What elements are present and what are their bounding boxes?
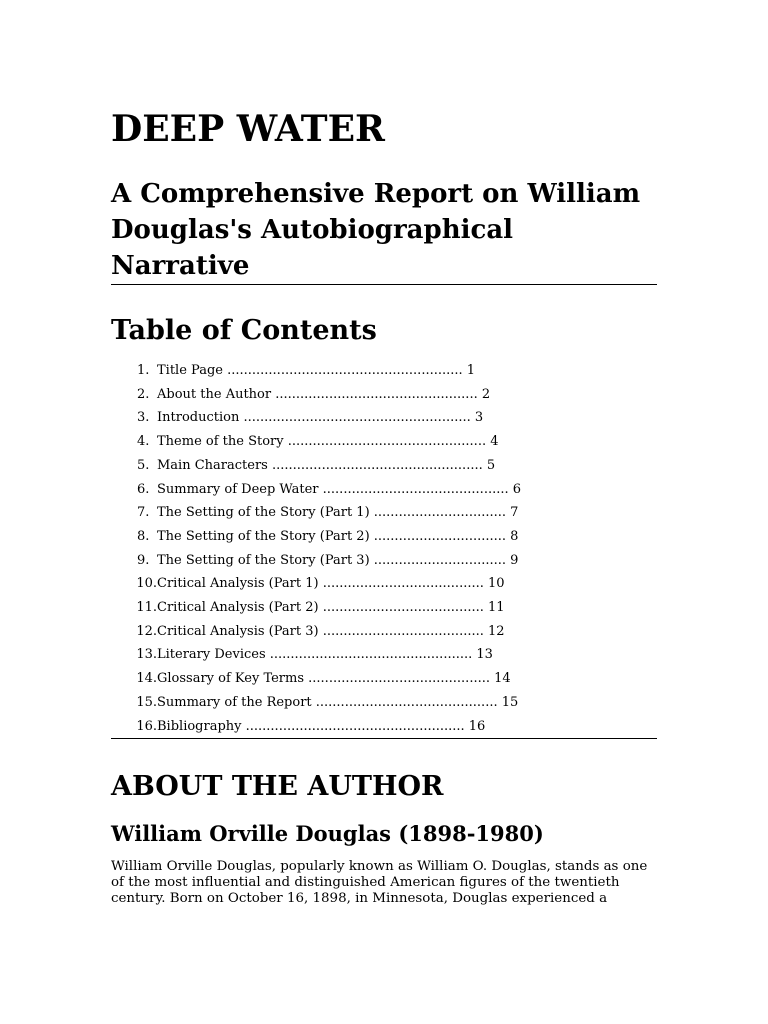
- toc-item-text: Summary of Deep Water ............................................. 6: [157, 481, 522, 497]
- author-heading: William Orville Douglas (1898-1980): [111, 821, 544, 847]
- toc-item-number: 6.: [137, 481, 150, 497]
- author-paragraph: William Orville Douglas, popularly known as William O. Douglas, stands as one of the most influential and distinguished American figures of the twentieth century. Born on October 16, 1898, in Minnesota, Douglas experienced a: [111, 859, 648, 907]
- toc-item-text: Critical Analysis (Part 1) ....................................... 10: [157, 576, 505, 592]
- toc-item-text: Introduction ....................................................... 3: [157, 410, 484, 426]
- document-subtitle: A Comprehensive Report on William Douglas's Autobiographical Narrative: [111, 179, 641, 281]
- toc-item-number: 10.: [136, 576, 157, 592]
- toc-item-number: 16.: [136, 718, 157, 734]
- toc-item-text: Bibliography ..................................................... 16: [157, 718, 486, 734]
- toc-item-text: Theme of the Story ................................................ 4: [157, 434, 499, 450]
- toc-item-text: About the Author ................................................. 2: [157, 386, 491, 402]
- toc-item-text: Main Characters ................................................... 5: [157, 457, 496, 473]
- table-of-contents: [111, 359, 657, 738]
- toc-item-number: 4.: [137, 434, 150, 450]
- toc-item-text: Summary of the Report ............................................ 15: [157, 694, 519, 710]
- toc-item-number: 12.: [136, 623, 157, 639]
- toc-item-number: 1.: [137, 363, 150, 378]
- toc-item: [111, 478, 657, 502]
- toc-item-text: Critical Analysis (Part 3) ....................................... 12: [157, 623, 505, 639]
- about-heading: ABOUT THE AUTHOR: [111, 771, 444, 803]
- toc-item-text: The Setting of the Story (Part 3) ................................ 9: [157, 552, 519, 568]
- document-title: DEEP WATER: [111, 108, 385, 150]
- toc-item: [111, 572, 657, 596]
- toc-item: [111, 454, 657, 478]
- toc-item-number: 13.: [136, 647, 157, 663]
- toc-item-number: 7.: [137, 505, 150, 521]
- toc-item-text: The Setting of the Story (Part 2) ................................ 8: [157, 528, 519, 544]
- divider: [111, 284, 657, 285]
- toc-item: [111, 406, 657, 430]
- toc-item: [111, 525, 657, 549]
- toc-item: [111, 691, 657, 715]
- toc-heading: Table of Contents: [111, 315, 377, 346]
- toc-item-text: Literary Devices ................................................. 13: [157, 647, 493, 663]
- toc-item-number: 15.: [136, 694, 157, 710]
- toc-item: [111, 501, 657, 525]
- toc-item: [111, 596, 657, 620]
- toc-item: [111, 715, 657, 739]
- toc-item-text: Glossary of Key Terms ............................................ 14: [157, 671, 511, 687]
- toc-item-number: 8.: [137, 528, 150, 544]
- toc-item-number: 3.: [137, 410, 150, 426]
- toc-item: [111, 667, 657, 691]
- toc-item-number: 11.: [136, 600, 157, 616]
- divider: [111, 738, 657, 739]
- toc-item: [111, 549, 657, 573]
- toc-item: [111, 383, 657, 407]
- toc-item-text: Critical Analysis (Part 2) ....................................... 11: [157, 600, 505, 616]
- toc-item-number: 2.: [137, 386, 150, 402]
- document-content: [111, 108, 657, 907]
- toc-item: [111, 430, 657, 454]
- toc-item: [111, 620, 657, 644]
- toc-item: [111, 359, 657, 383]
- toc-item-number: 9.: [137, 552, 150, 568]
- toc-item-text: The Setting of the Story (Part 1) ................................ 7: [157, 505, 519, 521]
- toc-item-number: 14.: [136, 671, 157, 687]
- toc-item-number: 5.: [137, 457, 150, 473]
- toc-item-text: Title Page ......................................................... 1: [157, 363, 476, 378]
- toc-item: [111, 643, 657, 667]
